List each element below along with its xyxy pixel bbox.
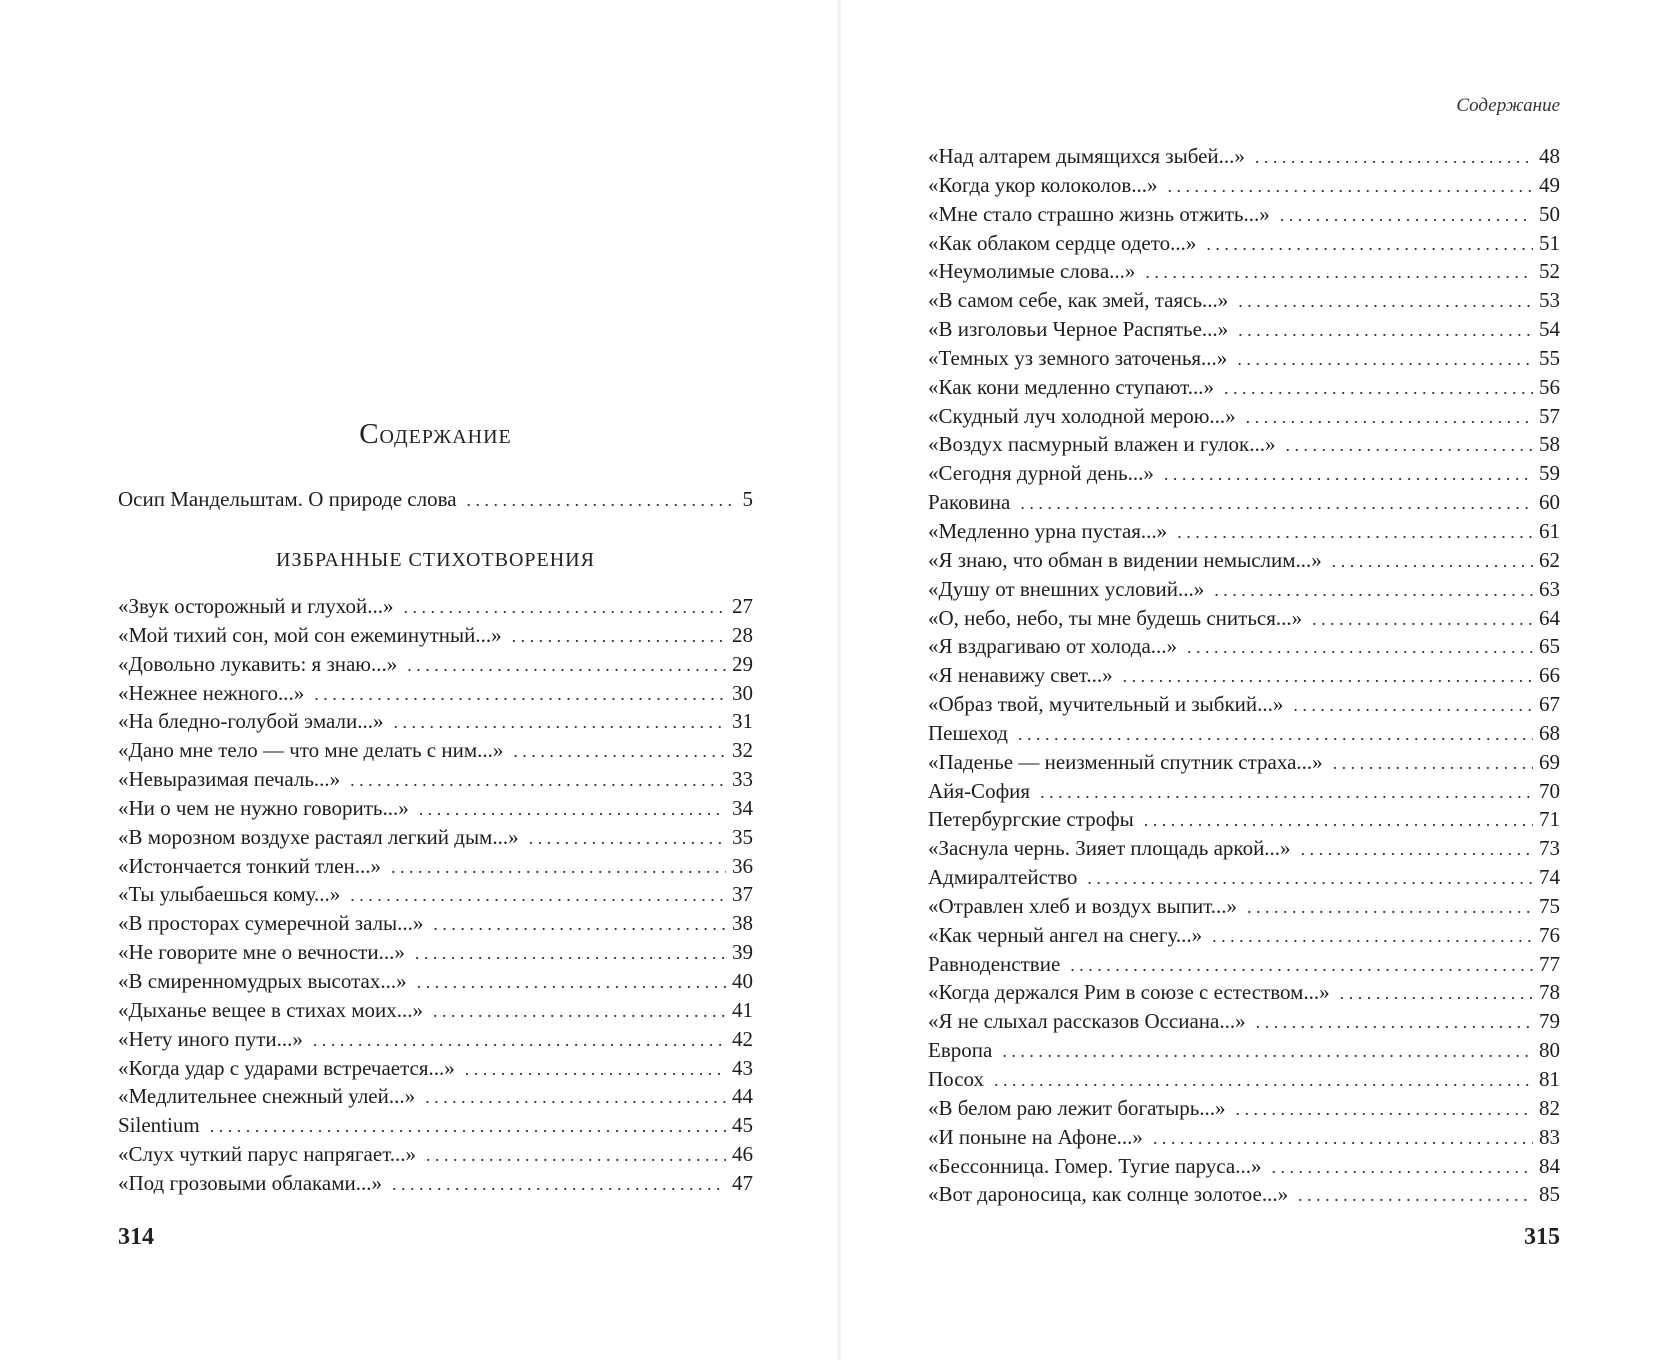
toc-entry-title: «Дано мне тело — что мне делать с ним...» [118, 738, 504, 763]
dot-leader [1145, 258, 1533, 287]
toc-entry-title: «Истончается тонкий тлен...» [118, 853, 382, 878]
toc-entry-title: «Образ твой, мучительный и зыбкий...» [928, 692, 1284, 717]
toc-entry-page-number: 29 [732, 651, 753, 676]
dot-leader [1280, 201, 1533, 230]
toc-entry [928, 892, 1560, 921]
toc-entry-page-number: 66 [1539, 663, 1560, 688]
toc-entry [928, 950, 1560, 979]
toc-entry [118, 967, 753, 996]
toc-entry [928, 517, 1560, 546]
toc-entry-title: «И поныне на Афоне...» [928, 1124, 1143, 1149]
toc-entry [928, 1180, 1560, 1209]
toc-entry-title: «Как кони медленно ступают...» [928, 374, 1214, 399]
dot-leader [417, 968, 726, 997]
dot-leader [1206, 230, 1533, 259]
dot-leader [1212, 922, 1533, 951]
dot-leader [1332, 547, 1533, 576]
page-gutter [836, 0, 842, 1360]
toc-entry-title: «Дыханье вещее в стихах моих...» [118, 997, 424, 1022]
dot-leader [1285, 431, 1533, 460]
toc-entry-title: «Над алтарем дымящихся зыбей...» [928, 144, 1245, 168]
toc-entry-page-number: 36 [732, 853, 753, 878]
dot-leader [1187, 633, 1533, 662]
toc-entry-page-number: 81 [1539, 1067, 1560, 1091]
toc-entry [928, 430, 1560, 459]
toc-entry-title: «Нету иного пути...» [118, 1026, 303, 1051]
dot-leader [1018, 720, 1533, 749]
toc-entry [118, 823, 753, 852]
toc-entry-title: Европа [928, 1038, 993, 1063]
running-head: Содержание [1456, 95, 1560, 116]
toc-entry-page-number: 58 [1539, 432, 1560, 457]
dot-leader [1333, 749, 1533, 778]
toc-entry-page-number: 41 [732, 997, 753, 1022]
toc-entry-page-number: 68 [1539, 720, 1560, 745]
toc-entry-page-number: 63 [1539, 576, 1560, 601]
toc-entry-title: «Неумолимые слова...» [928, 259, 1136, 284]
dot-leader [313, 1026, 726, 1055]
dot-leader [314, 680, 726, 709]
toc-entry [928, 978, 1560, 1007]
toc-entry-page-number: 32 [732, 738, 753, 763]
toc-entry-title: «Ты улыбаешься кому...» [118, 882, 341, 907]
toc-entry-title: «Медленно урна пустая...» [928, 518, 1168, 543]
dot-leader [1247, 893, 1533, 922]
toc-entry [928, 863, 1560, 892]
toc-entry-title: «Мой тихий сон, мой сон ежеминутный...» [118, 622, 502, 647]
toc-entry-title: «Как черный ангел на снегу...» [928, 922, 1203, 947]
toc-entry-title: «В просторах сумеречной залы...» [118, 911, 424, 936]
toc-entry-page-number: 85 [1539, 1182, 1560, 1207]
toc-entry-page-number: 61 [1539, 518, 1560, 543]
dot-leader [419, 795, 726, 824]
dot-leader [415, 939, 726, 968]
dot-leader [393, 708, 726, 737]
toc-entry-page-number: 84 [1539, 1153, 1560, 1178]
toc-entry-page-number: 76 [1539, 922, 1560, 947]
toc-entry [928, 402, 1560, 431]
toc-entry [118, 996, 753, 1025]
toc-entry [928, 777, 1560, 806]
toc-entry [928, 142, 1560, 171]
toc-entry-title: «Ни о чем не нужно говорить...» [118, 795, 409, 820]
toc-entry-title: Петербургские строфы [928, 807, 1134, 832]
toc-entry-title: «Я не слыхал рассказов Оссиана...» [928, 1009, 1246, 1034]
toc-entry-page-number: 73 [1539, 836, 1560, 861]
toc-entry [928, 921, 1560, 950]
toc-entry-page-number: 37 [732, 882, 753, 907]
toc-entry [928, 488, 1560, 517]
toc-entry-page-number: 62 [1539, 547, 1560, 572]
toc-entry [118, 707, 753, 736]
dot-leader [1312, 605, 1533, 634]
dot-leader [1238, 316, 1533, 345]
toc-entry [928, 1065, 1560, 1094]
toc-entry [928, 257, 1560, 286]
toc-entry [118, 938, 753, 967]
dot-leader [350, 881, 726, 910]
toc-entry-page-number: 31 [732, 709, 753, 734]
toc-entry [118, 1082, 753, 1111]
dot-leader [1002, 1037, 1533, 1066]
toc-entry-title: «Я знаю, что обман в видении немыслим...» [928, 547, 1322, 572]
dot-leader [467, 486, 737, 515]
dot-leader [1153, 1124, 1533, 1153]
toc-entry [928, 805, 1560, 834]
toc-entry-page-number: 57 [1539, 403, 1560, 428]
dot-leader [1168, 172, 1533, 201]
toc-entry-title: «Звук осторожный и глухой...» [118, 594, 394, 618]
toc-entry [118, 621, 753, 650]
right-toc-list [928, 142, 1560, 1209]
dot-leader [392, 1170, 726, 1199]
dot-leader [1255, 143, 1533, 172]
page-number-right: 315 [1524, 1224, 1560, 1250]
dot-leader [210, 1112, 726, 1141]
toc-entry [118, 1111, 753, 1140]
toc-entry [928, 546, 1560, 575]
toc-entry [928, 315, 1560, 344]
toc-entry-title: «Сегодня дурной день...» [928, 461, 1154, 486]
toc-entry-title: Пешеход [928, 720, 1008, 745]
toc-entry-page-number: 52 [1539, 259, 1560, 284]
dot-leader [1177, 518, 1533, 547]
toc-entry-title: «Я вздрагиваю от холода...» [928, 634, 1178, 659]
toc-entry-page-number: 67 [1539, 692, 1560, 717]
intro-entry-list [118, 485, 753, 514]
dot-leader [1144, 806, 1533, 835]
toc-entry-title: Адмиралтейство [928, 865, 1078, 890]
dot-leader [433, 997, 726, 1026]
dot-leader [1340, 979, 1533, 1008]
toc-entry-title: «Я ненавижу свет...» [928, 663, 1113, 688]
toc-entry-title: «Темных уз земного заточенья...» [928, 345, 1228, 370]
toc-entry [928, 1094, 1560, 1123]
dot-leader [1246, 403, 1533, 432]
toc-entry [118, 880, 753, 909]
toc-entry-title: «Воздух пасмурный влажен и гулок...» [928, 432, 1276, 457]
toc-entry-page-number: 79 [1539, 1009, 1560, 1034]
dot-leader [350, 766, 726, 795]
dot-leader [391, 853, 726, 882]
toc-entry-page-number: 75 [1539, 893, 1560, 918]
toc-title: Содержание [359, 418, 512, 450]
left-toc-list [118, 592, 753, 1198]
toc-entry [118, 765, 753, 794]
dot-leader [1214, 576, 1533, 605]
toc-entry-title: «На бледно-голубой эмали...» [118, 709, 384, 734]
toc-entry [928, 373, 1560, 402]
dot-leader [433, 910, 726, 939]
toc-entry-page-number: 53 [1539, 288, 1560, 313]
toc-entry-title: «Паденье — неизменный спутник страха...» [928, 749, 1323, 774]
toc-entry [928, 344, 1560, 373]
toc-entry [118, 1169, 753, 1198]
dot-leader [512, 622, 726, 651]
dot-leader [1070, 951, 1533, 980]
toc-entry-page-number: 64 [1539, 605, 1560, 630]
toc-entry-title: «Бессонница. Гомер. Тугие паруса...» [928, 1153, 1262, 1178]
toc-entry [928, 748, 1560, 777]
toc-entry [118, 592, 753, 621]
toc-entry-title: «Под грозовыми облаками...» [118, 1170, 383, 1195]
toc-entry-title: «В белом раю лежит богатырь...» [928, 1095, 1226, 1120]
toc-entry-title: «Медлительнее снежный улей...» [118, 1084, 416, 1109]
toc-entry-page-number: 59 [1539, 461, 1560, 486]
toc-entry [928, 200, 1560, 229]
toc-entry-page-number: 60 [1539, 490, 1560, 515]
toc-entry-page-number: 42 [732, 1026, 753, 1051]
toc-entry-page-number: 34 [732, 795, 753, 820]
toc-entry-page-number: 50 [1539, 201, 1560, 226]
toc-entry-page-number: 69 [1539, 749, 1560, 774]
toc-entry-page-number: 55 [1539, 345, 1560, 370]
toc-entry [928, 229, 1560, 258]
toc-entry [928, 604, 1560, 633]
dot-leader [1271, 1153, 1533, 1182]
dot-leader [1123, 662, 1533, 691]
toc-entry-title: «Когда укор колоколов...» [928, 172, 1158, 197]
toc-entry-title: Раковина [928, 490, 1011, 515]
toc-entry-title: Осип Мандельштам. О природе слова [118, 487, 457, 511]
dot-leader [994, 1066, 1533, 1095]
dot-leader [1020, 489, 1533, 518]
toc-entry-title: Посох [928, 1067, 984, 1091]
page-number-left: 314 [118, 1224, 154, 1250]
toc-entry-page-number: 80 [1539, 1038, 1560, 1063]
toc-entry-page-number: 48 [1539, 144, 1560, 168]
dot-leader [465, 1055, 726, 1084]
toc-entry-title: «Невыразимая печаль...» [118, 767, 341, 792]
toc-entry [928, 632, 1560, 661]
dot-leader [529, 824, 726, 853]
toc-entry [118, 736, 753, 765]
toc-entry [928, 286, 1560, 315]
toc-entry-page-number: 45 [732, 1113, 753, 1138]
toc-entry-page-number: 71 [1539, 807, 1560, 832]
toc-entry-title: «Скудный луч холодной мерою...» [928, 403, 1236, 428]
toc-entry-title: «В морозном воздухе растаял легкий дым...» [118, 824, 519, 849]
toc-entry [928, 1036, 1560, 1065]
toc-entry-title: Айя-София [928, 778, 1031, 803]
toc-entry [118, 1140, 753, 1169]
toc-entry-title: «Отравлен хлеб и воздух выпит...» [928, 893, 1238, 918]
toc-entry-page-number: 35 [732, 824, 753, 849]
toc-entry-page-number: 74 [1539, 865, 1560, 890]
toc-entry [928, 719, 1560, 748]
dot-leader [425, 1083, 726, 1112]
toc-entry-page-number: 78 [1539, 980, 1560, 1005]
toc-entry-page-number: 33 [732, 767, 753, 792]
dot-leader [407, 651, 726, 680]
toc-entry-page-number: 40 [732, 968, 753, 993]
toc-entry-page-number: 51 [1539, 230, 1560, 255]
toc-entry [118, 679, 753, 708]
toc-entry-page-number: 65 [1539, 634, 1560, 659]
toc-entry-page-number: 5 [742, 487, 753, 511]
dot-leader [1040, 778, 1533, 807]
toc-entry [928, 459, 1560, 488]
toc-entry-title: «Душу от внешних условий...» [928, 576, 1205, 601]
toc-entry-page-number: 43 [732, 1055, 753, 1080]
dot-leader [1237, 345, 1533, 374]
toc-entry [118, 485, 753, 514]
toc-entry [118, 852, 753, 881]
toc-entry-page-number: 56 [1539, 374, 1560, 399]
toc-entry-title: Равноденствие [928, 951, 1061, 976]
toc-entry-title: «В смиренномудрых высотах...» [118, 968, 407, 993]
toc-entry-title: «Нежнее нежного...» [118, 680, 305, 705]
section-title: ИЗБРАННЫЕ СТИХОТВОРЕНИЯ [276, 549, 595, 571]
toc-entry [118, 1054, 753, 1083]
dot-leader [1236, 1095, 1533, 1124]
toc-entry [118, 909, 753, 938]
toc-entry [928, 690, 1560, 719]
toc-entry [928, 1152, 1560, 1181]
toc-entry [118, 794, 753, 823]
dot-leader [1301, 835, 1533, 864]
dot-leader [1164, 460, 1533, 489]
dot-leader [513, 737, 726, 766]
toc-entry-title: «О, небо, небо, ты мне будешь сниться...» [928, 605, 1303, 630]
toc-entry-title: «В самом себе, как змей, таясь...» [928, 288, 1229, 313]
toc-entry-page-number: 49 [1539, 172, 1560, 197]
toc-entry-title: Silentium [118, 1113, 200, 1138]
toc-entry [928, 834, 1560, 863]
toc-entry-page-number: 39 [732, 940, 753, 965]
dot-leader [1256, 1008, 1533, 1037]
toc-entry-page-number: 28 [732, 622, 753, 647]
toc-entry [928, 661, 1560, 690]
toc-entry-title: «В изголовьи Черное Распятье...» [928, 317, 1229, 342]
dot-leader [1298, 1181, 1533, 1210]
toc-entry-title: «Как облаком сердце одето...» [928, 230, 1197, 255]
toc-entry-title: «Вот дароносица, как солнце золотое...» [928, 1182, 1289, 1207]
toc-entry-title: «Мне стало страшно жизнь отжить...» [928, 201, 1270, 226]
toc-entry-page-number: 44 [732, 1084, 753, 1109]
dot-leader [403, 593, 726, 622]
toc-entry-page-number: 47 [732, 1170, 753, 1195]
toc-entry [928, 1123, 1560, 1152]
toc-entry-title: «Когда удар с ударами встречается...» [118, 1055, 455, 1080]
toc-entry [928, 575, 1560, 604]
toc-entry-page-number: 54 [1539, 317, 1560, 342]
toc-entry-page-number: 27 [732, 594, 753, 618]
dot-leader [1087, 864, 1533, 893]
toc-entry-page-number: 46 [732, 1142, 753, 1167]
toc-entry-title: «Заснула чернь. Зияет площадь аркой...» [928, 836, 1291, 861]
toc-entry-page-number: 38 [732, 911, 753, 936]
toc-entry-page-number: 83 [1539, 1124, 1560, 1149]
dot-leader [1224, 374, 1533, 403]
toc-entry [928, 171, 1560, 200]
dot-leader [1293, 691, 1533, 720]
toc-entry-page-number: 82 [1539, 1095, 1560, 1120]
toc-entry-page-number: 70 [1539, 778, 1560, 803]
toc-entry [928, 1007, 1560, 1036]
toc-entry-page-number: 30 [732, 680, 753, 705]
toc-entry-title: «Не говорите мне о вечности...» [118, 940, 405, 965]
dot-leader [426, 1141, 726, 1170]
toc-entry-title: «Слух чуткий парус напрягает...» [118, 1142, 417, 1167]
toc-entry-title: «Довольно лукавить: я знаю...» [118, 651, 398, 676]
dot-leader [1238, 287, 1533, 316]
toc-entry-page-number: 77 [1539, 951, 1560, 976]
toc-entry-title: «Когда держался Рим в союзе с естеством...» [928, 980, 1330, 1005]
toc-entry [118, 650, 753, 679]
toc-entry [118, 1025, 753, 1054]
